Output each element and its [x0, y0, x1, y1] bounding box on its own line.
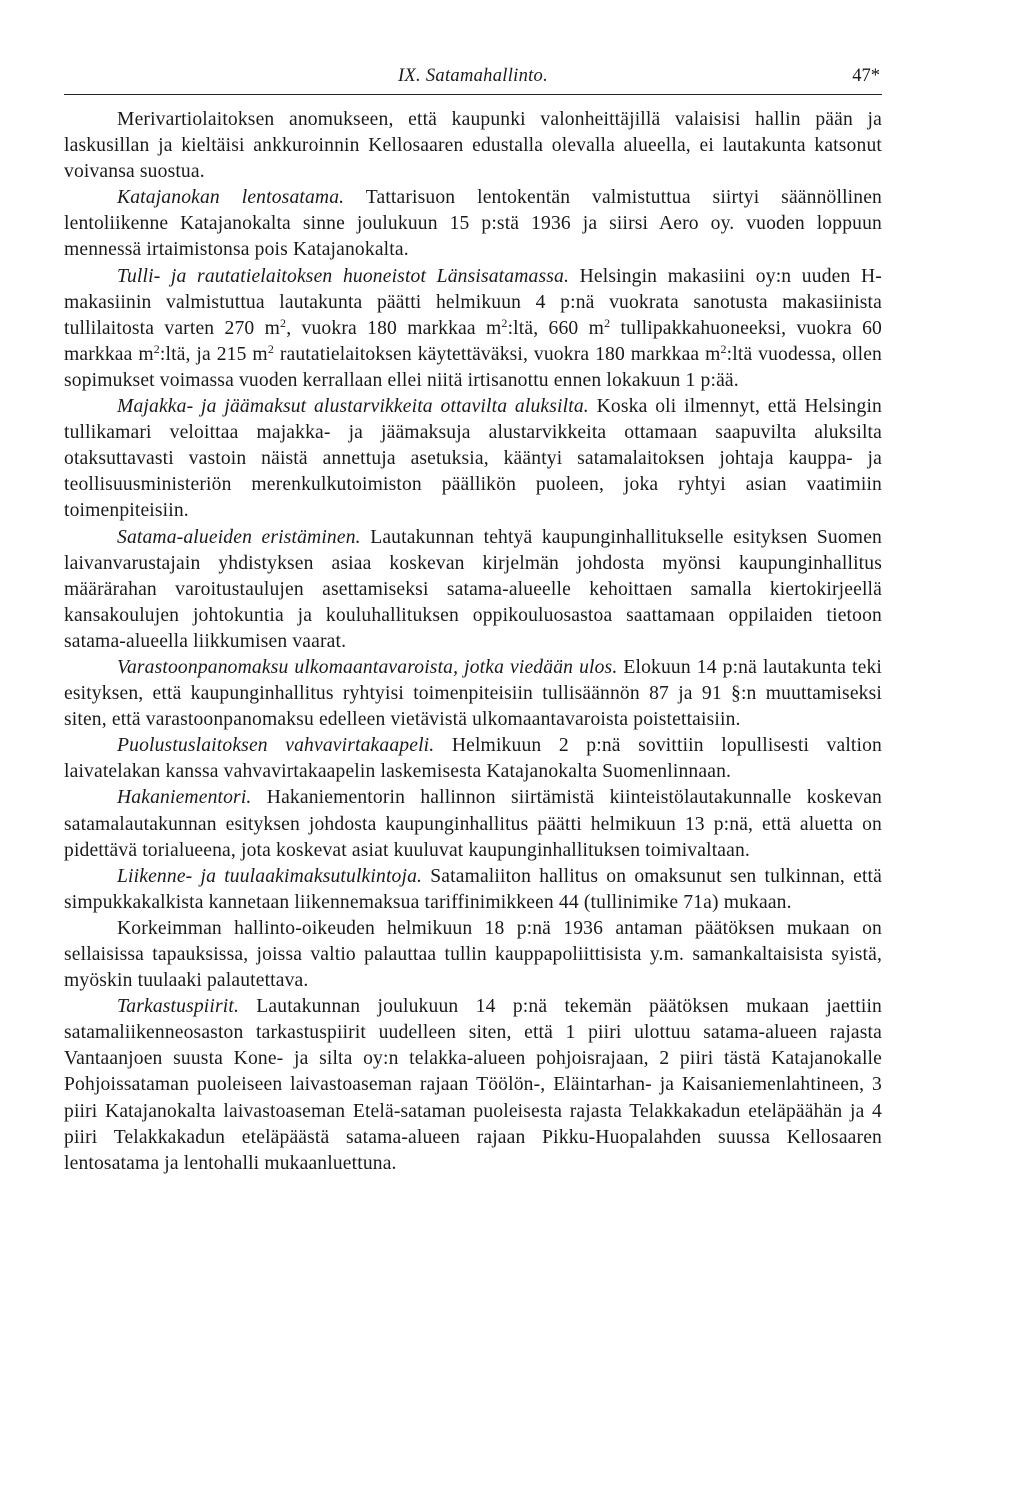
paragraph-6: [64, 655, 882, 733]
paragraph-10: [64, 916, 882, 994]
paragraph-1: [64, 107, 882, 185]
paragraph-heading: Hakaniementori.: [117, 787, 252, 809]
paragraph-text: Koska oli ilmennyt, että Helsingin tullikamari veloittaa majakka- ja jäämaksuja alustarvikkeita ottamaan saapuvilta aluksilta otaksuttavasti vastoin näistä annettuja asetuksia, kääntyi satamalaitoksen johtaja kauppa- ja teollisuusministeriön merenkulkutoimiston päällikön puoleen, joka ryhtyi asian vaatimiin toimenpiteisiin.: [64, 396, 882, 522]
paragraph-8: [64, 785, 882, 863]
superscript: 2: [720, 341, 727, 356]
paragraph-2: [64, 185, 882, 263]
paragraph-heading: Tarkastuspiirit.: [117, 996, 239, 1018]
paragraph-text: Hakaniementorin hallinnon siirtämistä kiinteistölautakunnalle koskevan satamalautakunnan esityksen johdosta kaupunginhallitus päätti helmikuun 13 p:nä, että aluetta on pidettävä torialueena, jota koskevat asiat kuuluvat kaupunginhallituksen toimivaltaan.: [64, 787, 882, 861]
paragraph-4: [64, 394, 882, 524]
section-title: IX. Satamahallinto.: [397, 66, 549, 86]
running-head: [64, 64, 882, 95]
paragraph-7: [64, 733, 882, 785]
document-body: [64, 107, 882, 1177]
document-page: [64, 64, 882, 1177]
paragraph-5: [64, 525, 882, 655]
superscript: 2: [153, 341, 160, 356]
superscript: 2: [501, 315, 508, 330]
superscript: 2: [267, 341, 274, 356]
paragraph-heading: Katajanokan lentosatama.: [117, 187, 345, 209]
paragraph-text: Satamaliiton hallitus on omaksunut sen tulkinnan, että simpukkakalkista kannetaan liikennemaksua tariffinimikkeen 44 (tullinimike 71a) mukaan.: [64, 865, 882, 913]
paragraph-3: [64, 264, 882, 394]
paragraph-text: Lautakunnan tehtyä kaupunginhallitukselle esityksen Suomen laivanvarustajain yhdistyksen asiaa koskevan kirjelmän johdosta myönsi kaupunginhallitus määrärahan varoitustaulujen asettamiseksi satama-alueelle kehoittaen samalla kiertokirjeellä kansakoulujen johtokuntia ja kouluhallituksen oppikouluosastoa saattamaan oppilaiden tietoon satama-alueella liikkumisen vaarat.: [64, 526, 882, 652]
paragraph-11: [64, 994, 882, 1177]
superscript: 2: [604, 315, 611, 330]
paragraph-text: Tattarisuon lentokentän valmistuttua siirtyi säännöllinen lentoliikenne Katajanokalta sinne joulukuun 15 p:stä 1936 ja siirsi Aero oy. vuoden loppuun mennessä irtaimistonsa pois Katajanokalta.: [64, 187, 883, 261]
paragraph-heading: Satama-alueiden eristäminen.: [117, 526, 361, 548]
paragraph-text: Merivartiolaitoksen anomukseen, että kaupunki valonheittäjillä valaisisi hallin pään ja laskusillan ja kieltäisi ankkuroinnin Kellosaaren edustalla olevalla alueella, ei lautakunta katsonut voivansa suostua.: [64, 109, 882, 183]
page-number: 47*: [852, 66, 880, 86]
paragraph-heading: Majakka- ja jäämaksut alustarvikkeita ottavilta aluksilta.: [117, 396, 589, 418]
paragraph-heading: Tulli- ja rautatielaitoksen huoneistot Länsisatamassa.: [117, 265, 570, 287]
paragraph-9: [64, 864, 882, 916]
paragraph-text: Elokuun 14 p:nä lautakunta teki esityksen, että kaupunginhallitus ryhtyisi toimenpiteisiin tullisäännön 87 ja 91 §:n muuttamiseksi siten, että varastoonpanomaksu edelleen vietävistä ulkomaantavaroista poistettaisiin.: [64, 656, 882, 731]
paragraph-heading: Puolustuslaitoksen vahvavirtakaapeli.: [117, 735, 435, 757]
paragraph-text: Lautakunnan joulukuun 14 p:nä tekemän päätöksen mukaan jaettiin satamaliikenneosaston tarkastuspiirit uudelleen siten, että 1 piiri ulottuu satama-alueen rajasta Vantaanjoen suusta Kone- ja silta oy:n telakka-alueen pohjoisrajaan, 2 piiri tästä Katajanokalle Pohjoissataman puoleiseen laivastoaseman rajaan Töölön-, Eläintarhan- ja Kaisaniemenlahtineen, 3 piiri Katajanokalta laivastoaseman Etelä-sataman puoleisesta rajasta Telakkakadun eteläpäähän ja 4 piiri Telakkakadun eteläpäästä satama-alueen rajaan Pikku-Huopalahden suussa Kellosaaren lentosatama ja lentohalli mukaanluettuna.: [64, 996, 882, 1174]
paragraph-heading: Varastoonpanomaksu ulkomaantavaroista, jotka viedään ulos.: [117, 656, 618, 678]
paragraph-heading: Liikenne- ja tuulaakimaksutulkintoja.: [117, 865, 423, 887]
superscript: 2: [280, 315, 287, 330]
paragraph-text: Helmikuun 2 p:nä sovittiin lopullisesti valtion laivatelakan kanssa vahvavirtakaapelin laskemisesta Katajanokalta Suomenlinnaan.: [64, 735, 883, 783]
paragraph-text: Helsingin makasiini oy:n uuden H-makasiinin valmistuttua lautakunta päätti helmikuun 4 p:nä vuokrata sanotusta makasiinista tullilaitosta varten 270 $m^2$, vuokra 180 markkaa $m^2:ltä$, 660 $m^2$ tullipakkahuoneeksi, vuokra 60 markkaa $m^2:ltä$, ja 215 $m^2$ rautatielaitoksen käytettäväksi, vuokra 180 markkaa $m^2:ltä$ vuodessa, ollen sopimukset voimassa vuoden kerrallaan ellei niitä irtisanottu ennen lokakuun 1 p:ää.: [64, 265, 883, 391]
paragraph-text: Korkeimman hallinto-oikeuden helmikuun 18 p:nä 1936 antaman päätöksen mukaan on sellaisissa tapauksissa, joissa valtio palauttaa tullin kauppapoliittisista y.m. samankaltaisista syistä, myöskin tuulaaki palautettava.: [64, 917, 882, 992]
